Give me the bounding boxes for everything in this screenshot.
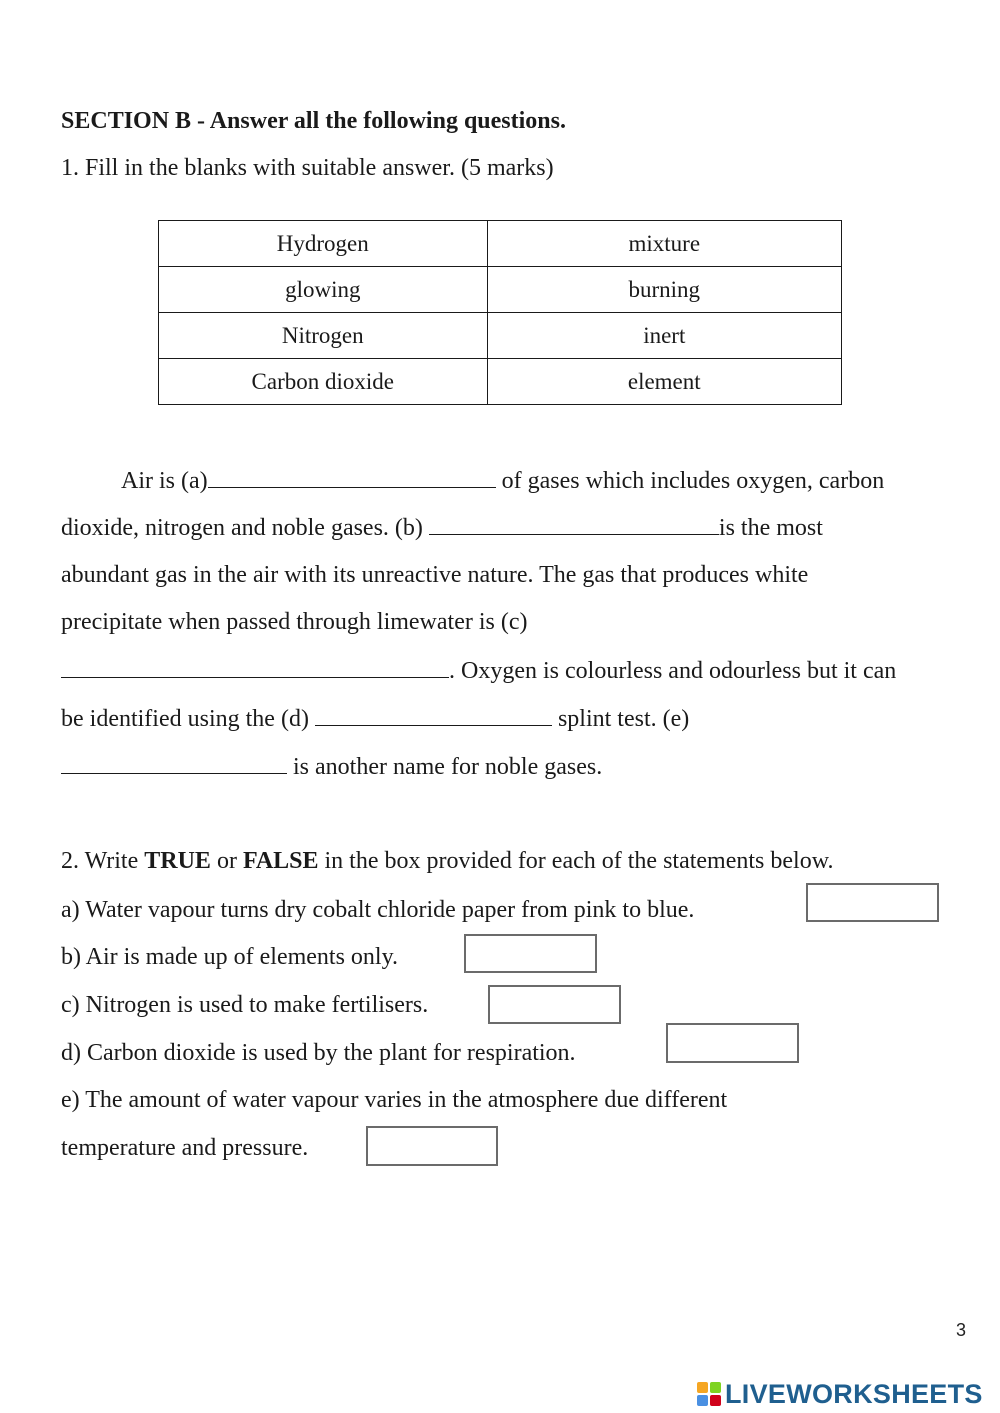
passage-text: is another name for noble gases. [287,754,603,780]
passage-text: . Oxygen is colourless and odourless but it can [449,658,897,684]
statement-e-line-2: temperature and pressure. [61,1135,309,1161]
prompt-true-keyword: TRUE [144,848,211,874]
logo-square [697,1395,708,1406]
passage-line-4: precipitate when passed through limewater is (c) [61,609,528,635]
table-cell: mixture [487,221,841,267]
answer-box-e[interactable] [366,1126,498,1166]
table-cell: burning [487,267,841,313]
statement-c: c) Nitrogen is used to make fertilisers. [61,992,429,1018]
prompt-text: in the box provided for each of the statements below. [318,848,834,874]
question-1-prompt: 1. Fill in the blanks with suitable answer. (5 marks) [61,155,554,181]
passage-line-2 [61,512,823,543]
passage-text: splint test. (e) [551,706,690,732]
passage-text: is the most [718,515,823,541]
table-row [159,221,842,267]
logo-square [710,1395,721,1406]
logo-text: LIVEWORKSHEETS [725,1378,983,1409]
table-cell: element [487,359,841,405]
table-row [159,267,842,313]
statement-a: a) Water vapour turns dry cobalt chloride paper from pink to blue. [61,897,695,923]
logo-mark-icon [697,1382,721,1406]
prompt-false-keyword: FALSE [242,848,319,874]
prompt-text: or [210,848,243,874]
blank-e[interactable] [61,751,287,774]
passage-text: dioxide, nitrogen and noble gases. (b) [61,515,429,541]
passage-line-1 [121,465,884,496]
passage-line-3: abundant gas in the air with its unreactive nature. The gas that produces white [61,562,809,588]
answer-box-c[interactable] [488,985,621,1024]
page-number: 3 [956,1320,967,1340]
section-heading: SECTION B - Answer all the following questions. [61,108,566,134]
passage-line-6 [61,703,689,734]
table-cell: Nitrogen [159,313,488,359]
statement-d: d) Carbon dioxide is used by the plant for respiration. [61,1040,576,1066]
blank-a[interactable] [208,465,496,488]
table-cell: inert [487,313,841,359]
logo-square [710,1382,721,1393]
question-2-prompt [61,846,833,876]
answer-box-b[interactable] [464,934,597,973]
table-cell: glowing [159,267,488,313]
table-cell: Hydrogen [159,221,488,267]
answer-box-a[interactable] [806,883,939,922]
blank-d[interactable] [315,703,552,726]
table-row [159,359,842,405]
prompt-text: 2. Write [61,848,145,874]
statement-e-line-1: e) The amount of water vapour varies in the atmosphere due different [61,1087,728,1113]
passage-text: of gases which includes oxygen, carbon [495,468,885,494]
answer-box-d[interactable] [666,1023,799,1063]
blank-c[interactable] [61,655,449,678]
passage-line-5 [61,655,896,686]
table-row [159,313,842,359]
statement-b: b) Air is made up of elements only. [61,944,399,970]
passage-text: be identified using the (d) [61,706,315,732]
table-cell: Carbon dioxide [159,359,488,405]
liveworksheets-logo[interactable] [697,1380,983,1408]
passage-line-7 [61,751,602,782]
passage-text: Air is (a) [121,468,208,494]
logo-square [697,1382,708,1393]
word-bank-table [158,220,842,405]
blank-b[interactable] [429,512,719,535]
